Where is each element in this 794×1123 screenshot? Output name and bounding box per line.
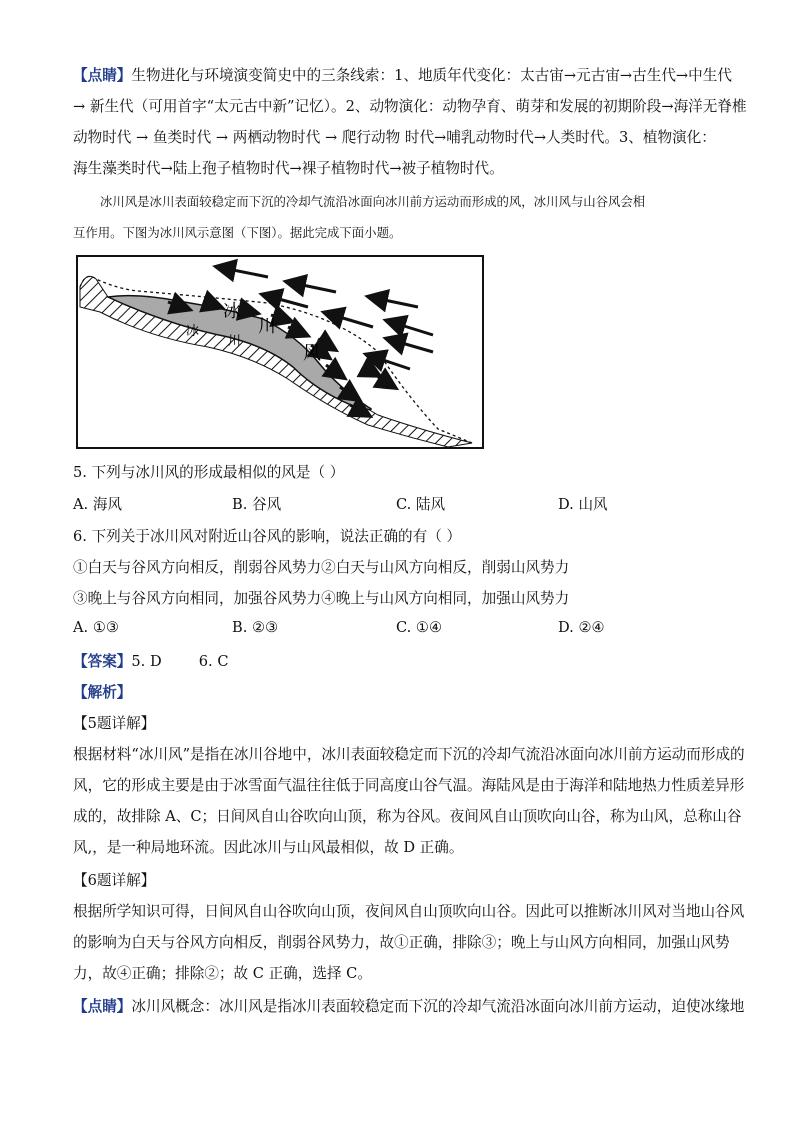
notes1-label: 【点睛】 [73, 67, 132, 84]
glacier-wind-diagram [76, 255, 484, 449]
notes1-line1: 【点睛】生物进化与环境演变简史中的三条线索：1、地质年代变化：太古宙→元古宙→古生代→中生代 [73, 67, 732, 84]
wind-arrow [288, 282, 336, 292]
label-glacier-wind-2: 川 [258, 316, 276, 337]
wind-arrow [363, 367, 378, 375]
label-glacier-wind-3: 风 [303, 343, 321, 364]
q6-line2: ③晚上与谷风方向相同，加强谷风势力④晚上与山风方向相同，加强山风势力 [73, 590, 570, 607]
answer-text: 5. D 6. C [131, 653, 229, 670]
q5-option-c: C. 陆风 [396, 496, 446, 513]
detail5-line1: 根据材料“冰川风”是指在冰川谷地中，冰川表面较稳定而下沉的冷却气流沿冰面向冰川前方运动而形成的 [73, 746, 745, 763]
q5-option-b: B. 谷风 [232, 496, 282, 513]
detail5-line3: 成的，故排除 A、C；日间风自山谷吹向山顶，称为谷风。夜间风自山顶吹向山谷，称为山风，总称山谷 [73, 808, 742, 825]
notes2-line1: 【点睛】冰川风概念：冰川风是指冰川表面较稳定而下沉的冷却气流沿冰面向冰川前方运动，迫使冰缘地 [73, 998, 745, 1015]
detail6-line3: 力，故④正确；排除②；故 C 正确，选择 C。 [73, 965, 372, 982]
wind-arrow [288, 327, 306, 335]
detail5-line2: 风，它的形成主要是由于冰雪面气温往往低于同高度山谷气温。海陆风是由于海洋和陆地热力性质差异形 [73, 777, 745, 794]
q6-option-d: D. ②④ [558, 619, 605, 636]
wind-arrow [326, 313, 373, 327]
notes1-line3: 动物时代 → 鱼类时代 → 两栖动物时代 → 爬行动物 时代→哺乳动物时代→人类时代。3、植物演化： [73, 129, 716, 146]
analysis-label: 【解析】 [73, 684, 132, 701]
q5-option-a: A. 海风 [73, 496, 123, 513]
detail5-label: 【5题详解】 [73, 715, 156, 732]
wind-arrow [388, 321, 433, 335]
glacier-wind-svg [78, 257, 482, 447]
notes1-line2: → 新生代（可用首字“太元古中新”记忆）。2、动物演化：动物孕育、萌芽和发展的初期阶段→海洋无脊椎 [73, 98, 747, 115]
intro-line2: 互作用。下图为冰川风示意图（下图）。据此完成下面小题。 [73, 225, 402, 240]
wind-arrow [218, 267, 268, 277]
label-glacier-2: 川 [228, 334, 242, 349]
notes1-line4: 海生藻类时代→陆上孢子植物时代→裸子植物时代→被子植物时代。 [73, 160, 504, 177]
answer-line [73, 650, 229, 671]
detail6-label: 【6题详解】 [73, 872, 156, 889]
q6-option-b: B. ②③ [232, 619, 279, 636]
label-glacier-wind-1: 冰 [223, 301, 241, 322]
intro-line1: 冰川风是冰川表面较稳定而下沉的冷却气流沿冰面向冰川前方运动而形成的风，冰川风与山谷风会相 [100, 194, 646, 209]
wind-arrow [388, 339, 433, 352]
wind-arrow [368, 355, 410, 369]
label-glacier-1: 冰 [186, 324, 200, 339]
detail6-line2: 的影响为白天与谷风方向相反，削弱谷风势力，故①正确，排除③；晚上与山风方向相同，加强山风势 [73, 934, 730, 951]
detail6-line1: 根据所学知识可得，日间风自山谷吹向山顶，夜间风自山顶吹向山谷。因此可以推断冰川风对当地山谷风 [73, 903, 745, 920]
wind-arrow [370, 297, 418, 307]
detail5-line4: 风,，是一种局地环流。因此冰川与山风最相似，故 D 正确。 [73, 839, 464, 856]
notes2-label: 【点睛】 [73, 998, 132, 1015]
q6-option-a: A. ①③ [73, 619, 119, 636]
answer-label: 【答案】 [73, 653, 132, 670]
q6-line1: ①白天与谷风方向相反，削弱谷风势力②白天与山风方向相反，削弱山风势力 [73, 559, 570, 576]
wind-arrow [264, 295, 308, 307]
q6-stem: 6. 下列关于冰川风对附近山谷风的影响，说法正确的有（ ） [73, 528, 462, 545]
wind-arrow [378, 377, 394, 387]
q5-stem: 5. 下列与冰川风的形成最相似的风是（ ） [73, 464, 345, 481]
q6-option-c: C. ①④ [396, 619, 443, 636]
q5-option-d: D. 山风 [558, 496, 608, 513]
